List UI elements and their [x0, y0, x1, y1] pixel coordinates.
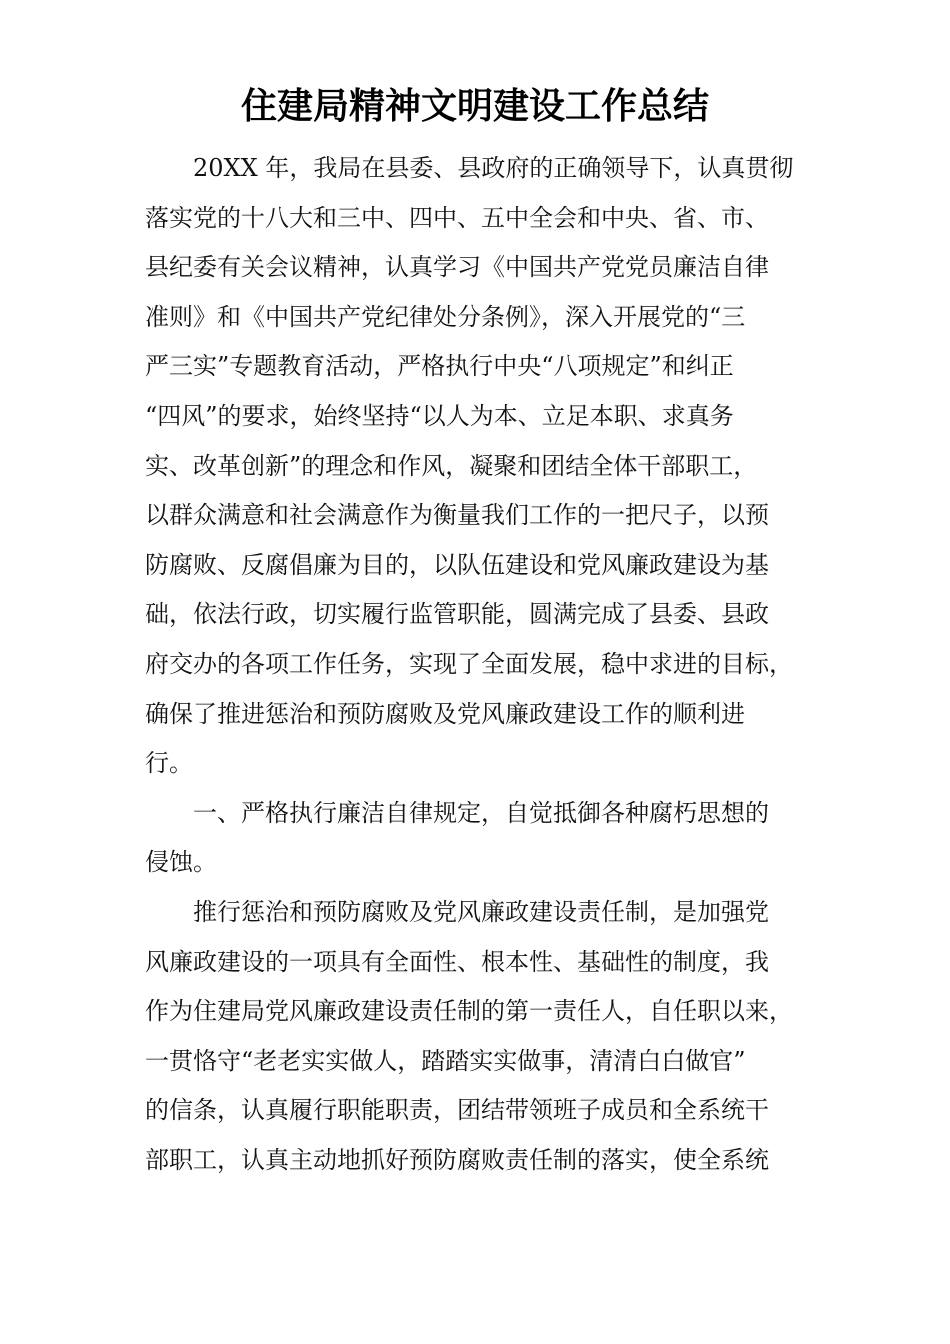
text-line: 部职工，认真主动地抓好预防腐败责任制的落实，使全系统 [145, 1145, 769, 1174]
text-line: 县纪委有关会议精神，认真学习《中国共产党党员廉洁自律 [145, 253, 769, 282]
paragraph-responsibility [145, 888, 817, 1186]
text-line: 严三实”专题教育活动，严格执行中央“八项规定”和纠正 [145, 352, 734, 381]
text-line: 确保了推进惩治和预防腐败及党风廉政建设工作的顺利进 [145, 699, 745, 728]
text-line: 作为住建局党风廉政建设责任制的第一责任人，自任职以来， [145, 997, 793, 1026]
text-line: 落实党的十八大和三中、四中、五中全会和中央、省、市、 [145, 203, 769, 232]
text-line: 推行惩治和预防腐败及党风廉政建设责任制，是加强党 [193, 897, 769, 926]
text-line: 府交办的各项工作任务，实现了全面发展，稳中求进的目标， [145, 649, 793, 678]
text-line: 实、改革创新”的理念和作风，凝聚和团结全体干部职工， [145, 451, 758, 480]
text-line: 一、严格执行廉洁自律规定，自觉抵御各种腐朽思想的 [193, 798, 769, 827]
text-line: 一贯恪守“老老实实做人，踏踏实实做事，清清白白做官” [145, 1046, 746, 1075]
paragraph-intro [145, 144, 817, 789]
text-line: “四风”的要求，始终坚持“以人为本、立足本职、求真务 [145, 401, 734, 430]
paragraph-section-heading [145, 789, 817, 888]
document-body [145, 144, 817, 1185]
text-line: 准则》和《中国共产党纪律处分条例》，深入开展党的“三 [145, 302, 746, 331]
text-line: 风廉政建设的一项具有全面性、根本性、基础性的制度，我 [145, 947, 769, 976]
text-line: 础，依法行政，切实履行监管职能，圆满完成了县委、县政 [145, 600, 769, 629]
text-line: 以群众满意和社会满意作为衡量我们工作的一把尺子，以预 [145, 501, 769, 530]
document-title: 住建局精神文明建设工作总结 [240, 86, 709, 127]
text-line: 20XX 年，我局在县委、县政府的正确领导下，认真贯彻 [193, 154, 794, 182]
text-line: 防腐败、反腐倡廉为目的，以队伍建设和党风廉政建设为基 [145, 550, 769, 579]
text-line: 行。 [145, 749, 193, 778]
text-line: 侵蚀。 [145, 848, 217, 877]
text-line: 的信条，认真履行职能职责，团结带领班子成员和全系统干 [145, 1096, 769, 1125]
